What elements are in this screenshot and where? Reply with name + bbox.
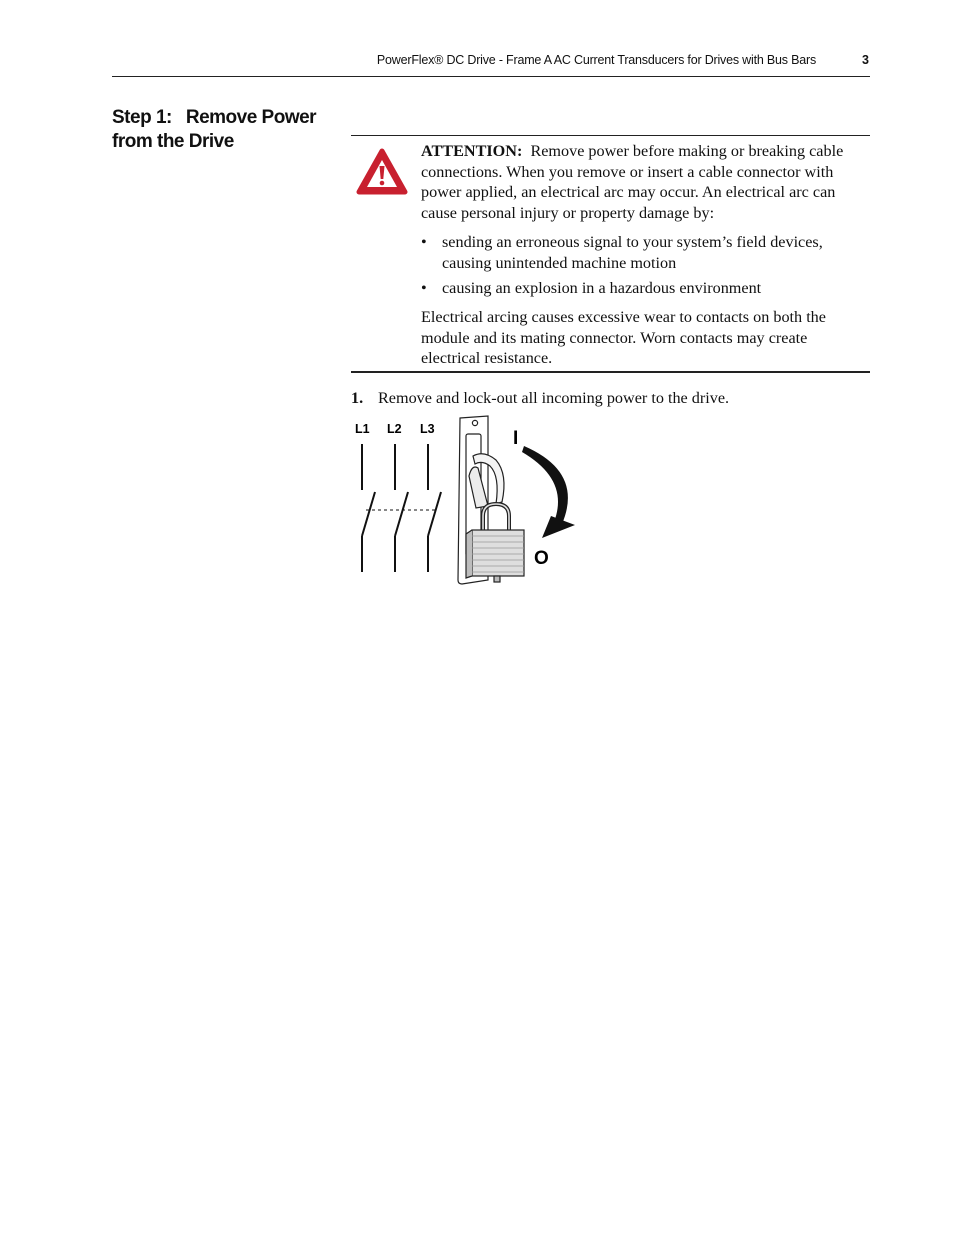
step-number: 1. xyxy=(351,389,364,407)
list-item: • causing an explosion in a hazardous environment xyxy=(421,278,762,297)
lockout-illustration xyxy=(348,412,588,588)
page-header xyxy=(112,50,870,77)
section-heading xyxy=(112,106,332,154)
attention-text xyxy=(421,141,867,369)
disconnect-switch-icon xyxy=(355,422,441,572)
attention-intro xyxy=(421,141,867,223)
off-label: O xyxy=(534,548,549,569)
rotation-arrow-icon xyxy=(522,446,575,538)
section-title: Remove Power from the Drive xyxy=(112,107,317,152)
line-label-l1: L1 xyxy=(355,422,370,436)
bullet-icon: • xyxy=(421,278,427,297)
attention-label: ATTENTION: xyxy=(421,142,523,160)
attention-box xyxy=(351,135,870,373)
attention-bullets xyxy=(421,232,867,298)
line-label-l3: L3 xyxy=(420,422,435,436)
step-1 xyxy=(351,388,870,408)
attention-intro-text: Remove power before making or breaking cable connections. When you remove or insert a cable connector with power applied, an electrical arc may occur. An electrical arc can cause personal injury or property damage by: xyxy=(421,142,844,222)
page-number: 3 xyxy=(862,53,869,67)
attention-closing: Electrical arcing causes excessive wear to contacts on both the module and its mating connector. Worn contacts may create electrical resistance. xyxy=(421,308,826,368)
header-title: PowerFlex® DC Drive - Frame A AC Current Transducers for Drives with Bus Bars xyxy=(376,53,816,67)
list-item: • sending an erroneous signal to your system’s field devices, causing unintended machine motion xyxy=(421,233,823,272)
bullet-icon: • xyxy=(421,233,427,252)
on-label: I xyxy=(513,428,519,449)
step-label: Step 1: xyxy=(112,107,172,128)
line-label-l2: L2 xyxy=(387,422,402,436)
step-text: Remove and lock-out all incoming power to the drive. xyxy=(378,389,730,407)
warning-triangle-icon xyxy=(356,148,408,196)
